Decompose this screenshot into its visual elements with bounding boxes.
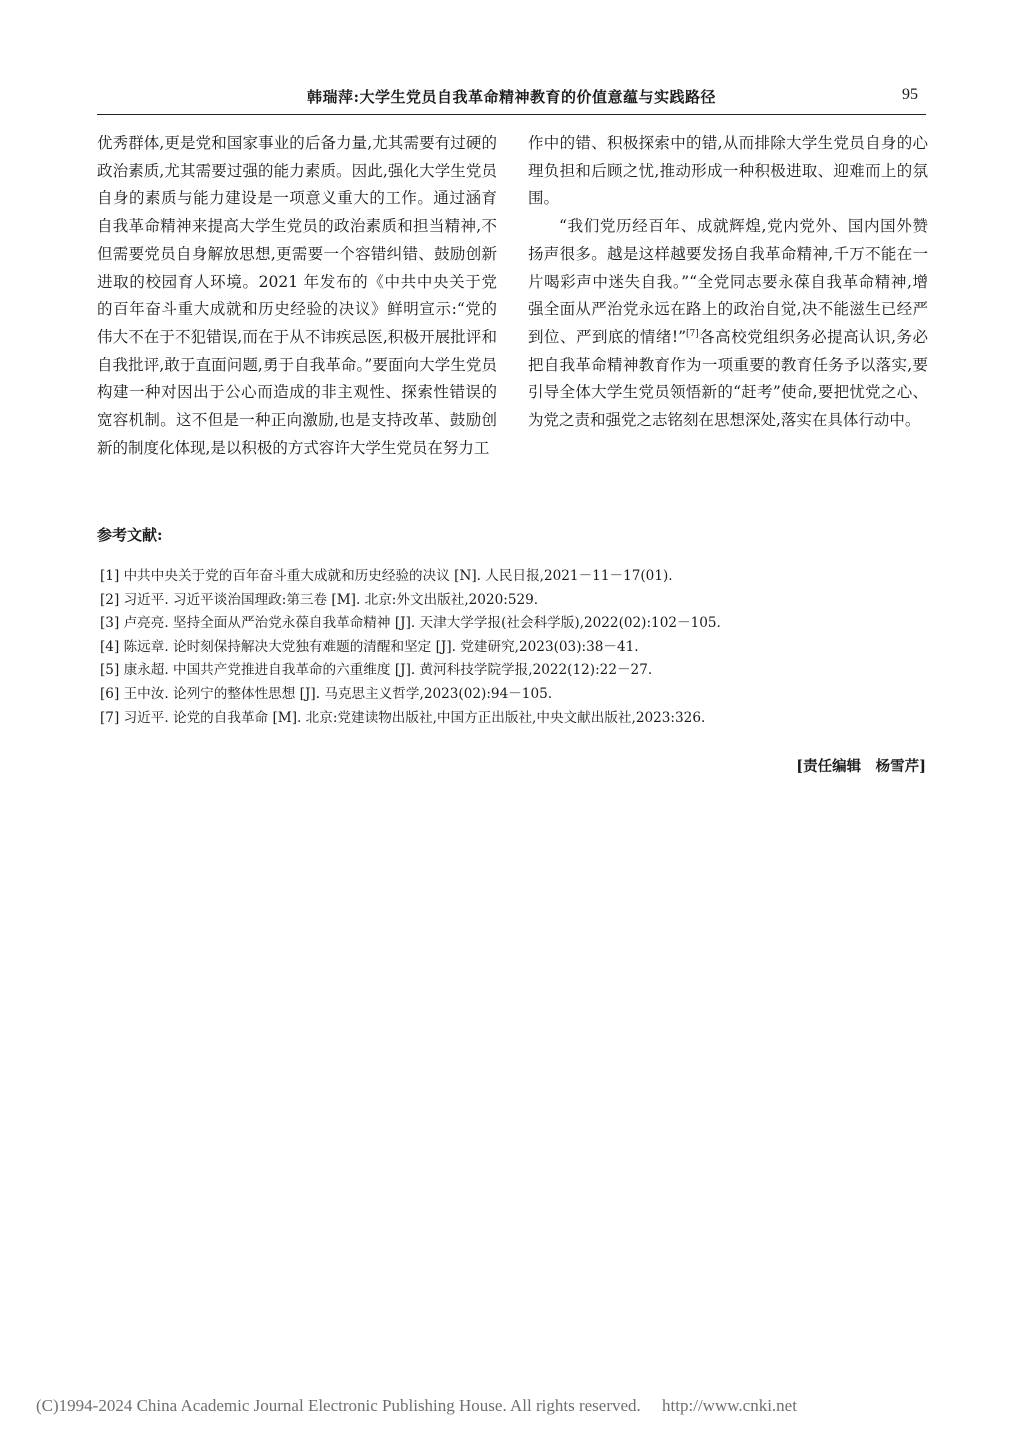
paragraph-right-2-rest: 各高校党组织务必提高认识,务必把自我革命精神教育作为一项重要的教育任务予以落实,要引导全体大学生党员领悟新的“赶考”使命,要把忧党之心、为党之责和强党之志铭刻在思想深处,落实在具体行动中。 [528, 327, 928, 430]
citation-marker: [7] [686, 328, 699, 339]
paragraph-right-2 [528, 213, 928, 435]
paragraph-right-2-quote: “我们党历经百年、成就辉煌,党内党外、国内国外赞扬声很多。越是这样越要发扬自我革命精神,千万不能在一片喝彩声中迷失自我。”“全党同志要永葆自我革命精神,增强全面从严治党永远在路上的政治自觉,决不能滋生已经严到位、严到底的情绪!” [528, 217, 928, 346]
running-title: 韩瑞萍:大学生党员自我革命精神教育的价值意蕴与实践路径 [306, 88, 717, 106]
reference-list [100, 565, 926, 730]
references-heading: 参考文献: [97, 526, 163, 544]
running-header [97, 84, 926, 115]
reference-item: [5] 康永超. 中国共产党推进自我革命的六重维度 [J]. 黄河科技学院学报,2022(12):22－27. [100, 662, 653, 679]
reference-item: [6] 王中汝. 论列宁的整体性思想 [J]. 马克思主义哲学,2023(02):94－105. [100, 685, 553, 702]
paragraph-right-1: 作中的错、积极探索中的错,从而排除大学生党员自身的心理负担和后顾之忧,推动形成一种积极进取、迎难而上的氛围。 [528, 134, 928, 208]
responsible-editor: [责任编辑 杨雪芹] [796, 758, 926, 775]
body-column-right [528, 130, 928, 435]
reference-item: [4] 陈远章. 论时刻保持解决大党独有难题的清醒和坚定 [J]. 党建研究,2023(03):38－41. [100, 638, 639, 655]
reference-item: [3] 卢亮亮. 坚持全面从严治党永葆自我革命精神 [J]. 天津大学学报(社会科学版),2022(02):102－105. [100, 615, 721, 632]
copyright-footer: (C)1994-2024 China Academic Journal Electronic Publishing House. All rights reserved. http://www.cnki.net [36, 1396, 797, 1415]
page-number: 95 [902, 86, 918, 103]
paragraph-left: 优秀群体,更是党和国家事业的后备力量,尤其需要有过硬的政治素质,尤其需要过强的能力素质。因此,强化大学生党员自身的素质与能力建设是一项意义重大的工作。通过涵育自我革命精神来提高大学生党员的政治素质和担当精神,不但需要党员自身解放思想,更需要一个容错纠错、鼓励创新进取的校园育人环境。2021 年发布的《中共中央关于党的百年奋斗重大成就和历史经验的决议》鲜明宣示:“党的伟大不在于不犯错误,而在于从不讳疾忌医,积极开展批评和自我批评,敢于直面问题,勇于自我革命。”要面向大学生党员构建一种对因出于公心而造成的非主观性、探索性错误的宽容机制。这不但是一种正向激励,也是支持改革、鼓励创新的制度化体现,是以积极的方式容许大学生党员在努力工 [97, 134, 497, 457]
reference-item: [1] 中共中央关于党的百年奋斗重大成就和历史经验的决议 [N]. 人民日报,2021－11－17(01). [100, 568, 673, 584]
reference-item: [7] 习近平. 论党的自我革命 [M]. 北京:党建读物出版社,中国方正出版社,中央文献出版社,2023:326. [100, 709, 706, 726]
reference-item: [2] 习近平. 习近平谈治国理政:第三卷 [M]. 北京:外文出版社,2020:529. [100, 591, 539, 608]
body-column-left [97, 130, 497, 462]
